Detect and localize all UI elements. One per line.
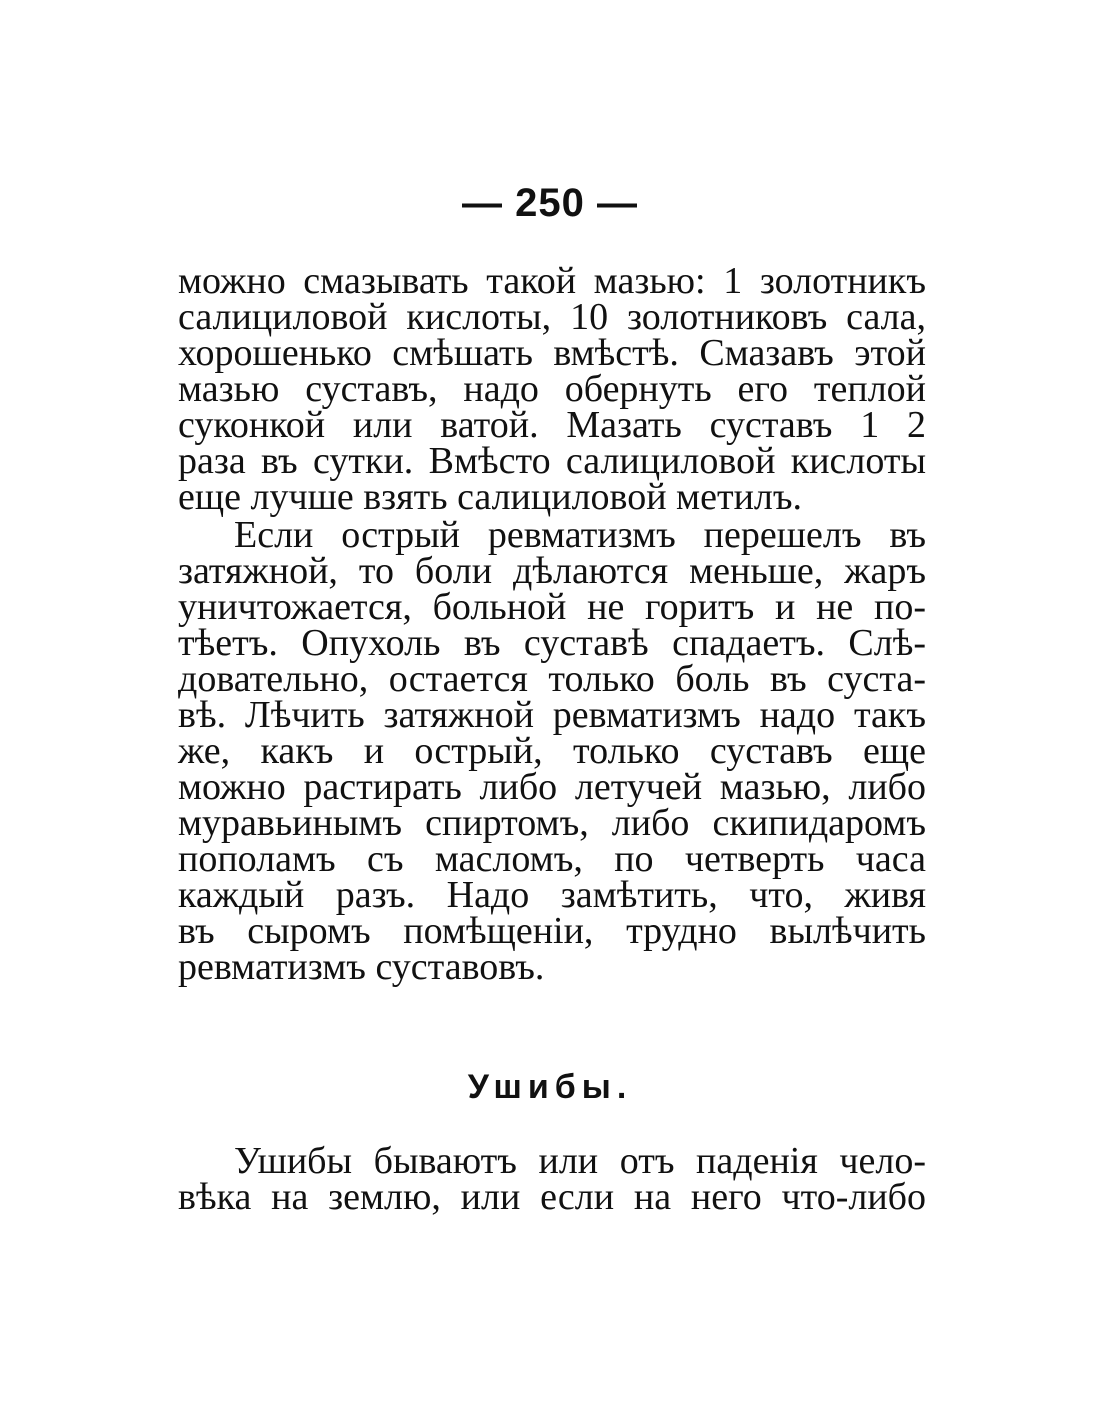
text-line: довательно, остается только боль въ суста- (178, 658, 926, 700)
text-line: салициловой кислоты, 10 золотниковъ сала, (178, 296, 926, 338)
text-line: Если острый ревматизмъ перешелъ въ (234, 514, 926, 556)
text-line: ревматизмъ суставовъ. (178, 946, 545, 988)
text-line: же, какъ и острый, только суставъ еще (178, 730, 926, 772)
paragraph-chronic-rheumatism (178, 514, 926, 988)
text-line: хорошенько смѣшать вмѣстѣ. Смазавъ этой (178, 332, 926, 374)
text-line: мазью суставъ, надо обернуть его теплой (178, 368, 926, 410)
text-line: муравьинымъ спиртомъ, либо скипидаромъ (178, 802, 926, 844)
paragraph-bruises (178, 1140, 926, 1218)
text-line: каждый разъ. Надо замѣтить, что, живя (178, 874, 926, 916)
text-line: затяжной, то боли дѣлаются меньше, жаръ (178, 550, 926, 592)
text-line: можно растирать либо летучей мазью, либо (178, 766, 926, 808)
text-line: можно смазывать такой мазью: 1 золотникъ (178, 260, 926, 302)
paragraph-ointment-treatment (178, 260, 926, 518)
text-line: Ушибы бываютъ или отъ паденія чело- (234, 1140, 926, 1182)
text-line: въ сыромъ помѣщеніи, трудно вылѣчить (178, 910, 926, 952)
text-line: суконкой или ватой. Мазать суставъ 1 2 (178, 404, 926, 446)
section-heading: Ушибы. (467, 1068, 633, 1106)
text-line: вѣка на землю, или если на него что-либо (178, 1176, 926, 1218)
text-line: пополамъ съ масломъ, по четверть часа (178, 838, 926, 880)
text-line: раза въ сутки. Вмѣсто салициловой кислоты (178, 440, 926, 482)
text-line: уничтожается, больной не горитъ и не по- (178, 586, 926, 628)
text-line: вѣ. Лѣчить затяжной ревматизмъ надо такъ (178, 694, 926, 736)
text-line: еще лучше взять салициловой метилъ. (178, 476, 803, 518)
text-line: тѣетъ. Опухоль въ суставѣ спадаетъ. Слѣ- (178, 622, 926, 664)
page-number: — 250 — (462, 181, 638, 225)
